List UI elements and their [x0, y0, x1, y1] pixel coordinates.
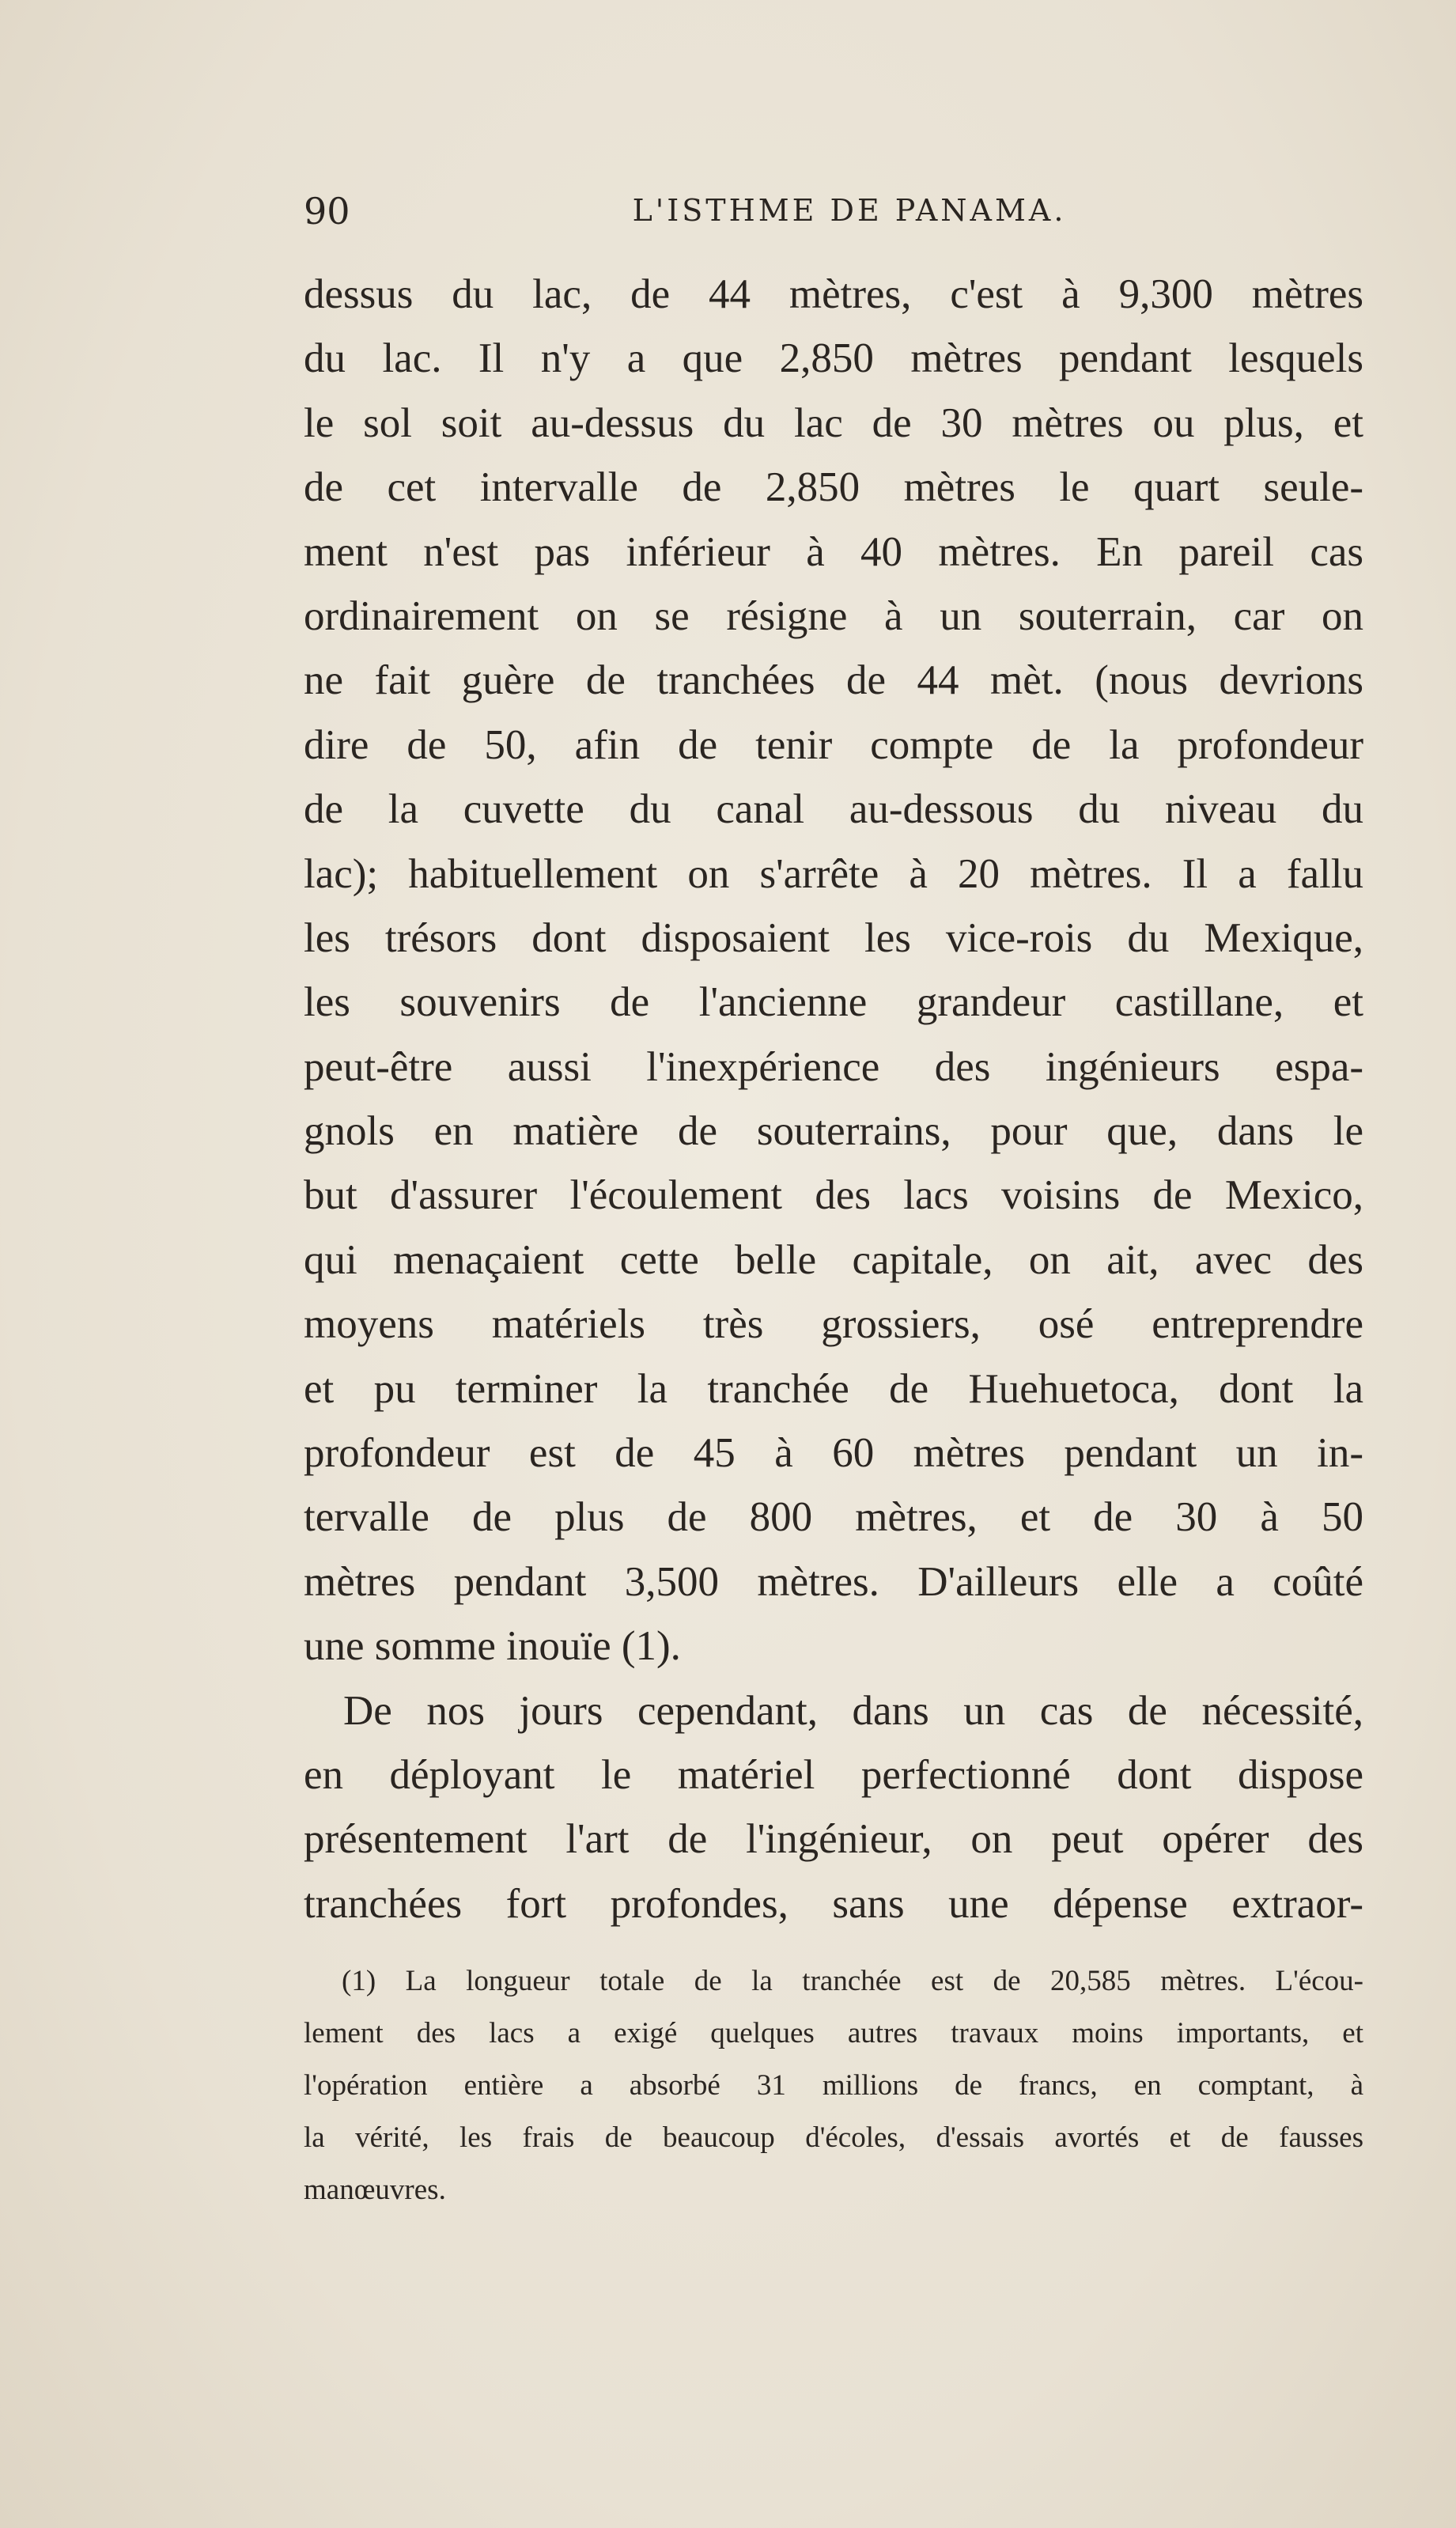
body-line: ne fait guère de tranchées de 44 mèt. (nous devrions [304, 657, 1363, 704]
footnote [304, 1955, 1363, 2216]
running-title: L'ISTHME DE PANAMA. [632, 193, 1067, 228]
body-line: peut-être aussi l'inexpérience des ingénieurs espa- [304, 1043, 1363, 1090]
body-text [304, 263, 1363, 1936]
body-line: De nos jours cependant, dans un cas de nécessité, [343, 1687, 1363, 1734]
body-line: gnols en matière de souterrains, pour que, dans le [304, 1108, 1363, 1155]
body-line: dessus du lac, de 44 mètres, c'est à 9,300 mètres [304, 271, 1363, 317]
footnote-line: lement des lacs a exigé quelques autres travaux moins importants, et [304, 2017, 1363, 2049]
body-line: mètres pendant 3,500 mètres. D'ailleurs elle a coûté [304, 1558, 1363, 1605]
body-line: dire de 50, afin de tenir compte de la profondeur [304, 721, 1363, 768]
page-number: 90 [304, 190, 350, 233]
footnote-line: l'opération entière a absorbé 31 millions de francs, en comptant, à [304, 2069, 1363, 2102]
body-line: profondeur est de 45 à 60 mètres pendant un in- [304, 1430, 1363, 1477]
footnote-line: manœuvres. [304, 2174, 446, 2206]
body-line: présentement l'art de l'ingénieur, on peut opérer des [304, 1816, 1363, 1863]
footnote-line: la vérité, les frais de beaucoup d'écoles, d'essais avortés et de fausses [304, 2121, 1363, 2154]
body-line: tranchées fort profondes, sans une dépense extraor- [304, 1880, 1363, 1927]
body-line: le sol soit au-dessus du lac de 30 mètres ou plus, et [304, 399, 1363, 446]
body-line: les souvenirs de l'ancienne grandeur castillane, et [304, 979, 1363, 1026]
page-header [304, 190, 1363, 237]
body-line: les trésors dont disposaient les vice-rois du Mexique, [304, 914, 1363, 961]
body-line: une somme inouïe (1). [304, 1623, 681, 1670]
body-line: en déployant le matériel perfectionné dont dispose [304, 1751, 1363, 1798]
body-line: de la cuvette du canal au-dessous du niveau du [304, 786, 1363, 833]
body-line: lac); habituellement on s'arrête à 20 mètres. Il a fallu [304, 850, 1363, 897]
body-line: tervalle de plus de 800 mètres, et de 30 à 50 [304, 1494, 1363, 1541]
body-line: qui menaçaient cette belle capitale, on ait, avec des [304, 1236, 1363, 1283]
footnote-line: (1) La longueur totale de la tranchée est de 20,585 mètres. L'écou- [342, 1965, 1363, 1997]
body-line: et pu terminer la tranchée de Huehuetoca, dont la [304, 1365, 1363, 1412]
body-line: du lac. Il n'y a que 2,850 mètres pendant lesquels [304, 335, 1363, 382]
body-line: ment n'est pas inférieur à 40 mètres. En pareil cas [304, 528, 1363, 575]
body-line: but d'assurer l'écoulement des lacs voisins de Mexico, [304, 1172, 1363, 1219]
body-line: de cet intervalle de 2,850 mètres le quart seule- [304, 464, 1363, 511]
body-line: ordinairement on se résigne à un souterrain, car on [304, 592, 1363, 639]
body-line: moyens matériels très grossiers, osé entreprendre [304, 1301, 1363, 1348]
